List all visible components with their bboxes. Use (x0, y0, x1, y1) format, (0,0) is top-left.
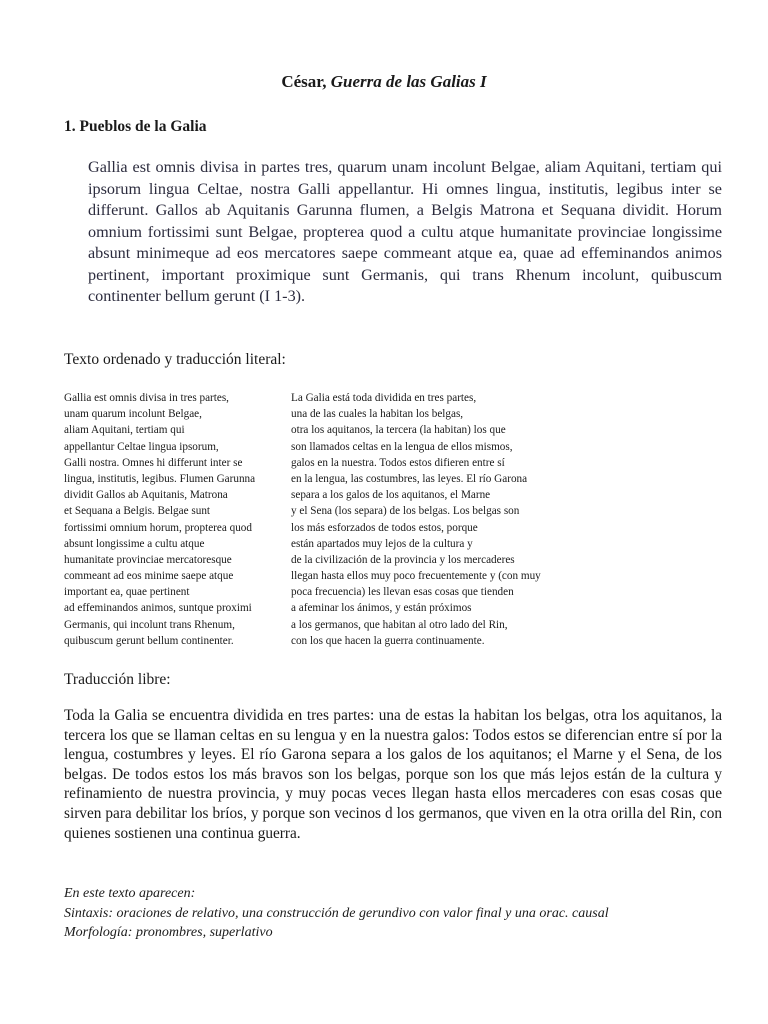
translation-line: con los que hacen la guerra continuamente. (291, 634, 485, 647)
latin-line: humanitate provinciae mercatoresque (64, 553, 232, 566)
title-work: Guerra de las Galias I (330, 72, 487, 91)
notes-intro: En este texto aparecen: (64, 886, 196, 901)
translation-line: en la lengua, las costumbres, las leyes. El río Garona (291, 472, 528, 485)
latin-line: aliam Aquitani, tertiam qui (64, 424, 185, 437)
free-translation-paragraph: Toda la Galia se encuentra dividida en tres partes: una de estas la habitan los belgas, otra los aquitanos, la tercera los que se llaman celtas en su lengua y en la nuestra galos: Todos estos se diferencian entre sí por la lengua, costumbres y leyes. El río Garona separa a los galos de los aquitanos; el Marne y el Sena, de los belgas. De todos estos los más bravos son los belgas, porque son los que más lejos están de la cultura y refinamiento de nuestra provincia, y muy pocas veces llegan hasta ellos mercaderes con esas cosas que sirven para debilitar los bríos, y porque son vecinos d los germanos, que viven en la otra orilla del Rin, con quienes sostienen una continua guerra. (64, 707, 722, 842)
latin-line: appellantur Celtae lingua ipsorum, (64, 440, 219, 453)
notes-morphology: Morfología: pronombres, superlativo (64, 925, 273, 940)
ordered-text-label: Texto ordenado y traducción literal: (64, 351, 286, 368)
grammar-notes (64, 884, 609, 943)
latin-line: important ea, quae pertinent (64, 586, 190, 599)
translation-line: son llamados celtas en la lengua de ellos mismos, (291, 440, 513, 453)
translation-line: a afeminar los ánimos, y están próximos (291, 602, 472, 615)
translation-line: llegan hasta ellos muy poco frecuentemente y (con muy (291, 570, 541, 583)
translation-line: una de las cuales la habitan los belgas, (291, 408, 464, 421)
latin-line: commeant ad eos minime saepe atque (64, 570, 234, 583)
latin-line: fortissimi omnium horum, propterea quod (64, 521, 252, 534)
latin-line: Galli nostra. Omnes hi differunt inter se (64, 456, 243, 469)
latin-line: lingua, institutis, legibus. Flumen Garunna (64, 472, 256, 485)
translation-line: galos en la nuestra. Todos estos difieren entre sí (291, 456, 505, 469)
latin-line: absunt longissime a cultu atque (64, 537, 205, 550)
latin-ordered-column (64, 390, 255, 649)
latin-line: et Sequana a Belgis. Belgae sunt (64, 505, 211, 518)
page-title (0, 70, 768, 94)
section-heading: 1. Pueblos de la Galia (64, 118, 207, 135)
translation-line: están apartados muy lejos de la cultura y (291, 537, 473, 550)
translation-line: poca frecuencia) les llevan esas cosas que tienden (291, 586, 514, 599)
latin-line: ad effeminandos animos, suntque proximi (64, 602, 252, 615)
latin-line: Germanis, qui incolunt trans Rhenum, (64, 618, 235, 631)
translation-line: otra los aquitanos, la tercera (la habitan) los que (291, 424, 506, 437)
translation-line: los más esforzados de todos estos, porque (291, 521, 478, 534)
translation-line: La Galia está toda dividida en tres partes, (291, 392, 477, 404)
title-author: César, (281, 72, 327, 91)
latin-paragraph: Gallia est omnis divisa in partes tres, quarum unam incolunt Belgae, aliam Aquitani, tertiam qui ipsorum lingua Celtae, nostra Galli appellantur. Hi omnes lingua, institutis, legibus inter se differunt. Gallos ab Aquitanis Garunna flumen, a Belgis Matrona et Sequana dividit. Horum omnium fortissimi sunt Belgae, propterea quod a cultu atque humanitate provinciae longissime absunt minimeque ad eos mercatores saepe commeant atque ea, quae ad effeminandos animos pertinent, important proximique sunt Germanis, qui trans Rhenum incolunt, quibuscum continenter bellum gerunt (I 1-3). (88, 158, 722, 305)
free-translation-label: Traducción libre: (64, 671, 171, 688)
latin-line: dividit Gallos ab Aquitanis, Matrona (64, 489, 228, 502)
latin-line: unam quarum incolunt Belgae, (64, 408, 202, 421)
translation-line: a los germanos, que habitan al otro lado del Rin, (291, 618, 508, 631)
latin-line: Gallia est omnis divisa in tres partes, (64, 392, 229, 404)
notes-syntax: Sintaxis: oraciones de relativo, una construcción de gerundivo con valor final y una orac. causal (64, 905, 609, 921)
translation-line: separa a los galos de los aquitanos, el Marne (291, 489, 491, 502)
translation-line: y el Sena (los separa) de los belgas. Los belgas son (291, 505, 520, 518)
translation-line: de la civilización de la provincia y los mercaderes (291, 553, 515, 566)
literal-translation-column (291, 390, 541, 649)
latin-line: quibuscum gerunt bellum continenter. (64, 634, 234, 647)
